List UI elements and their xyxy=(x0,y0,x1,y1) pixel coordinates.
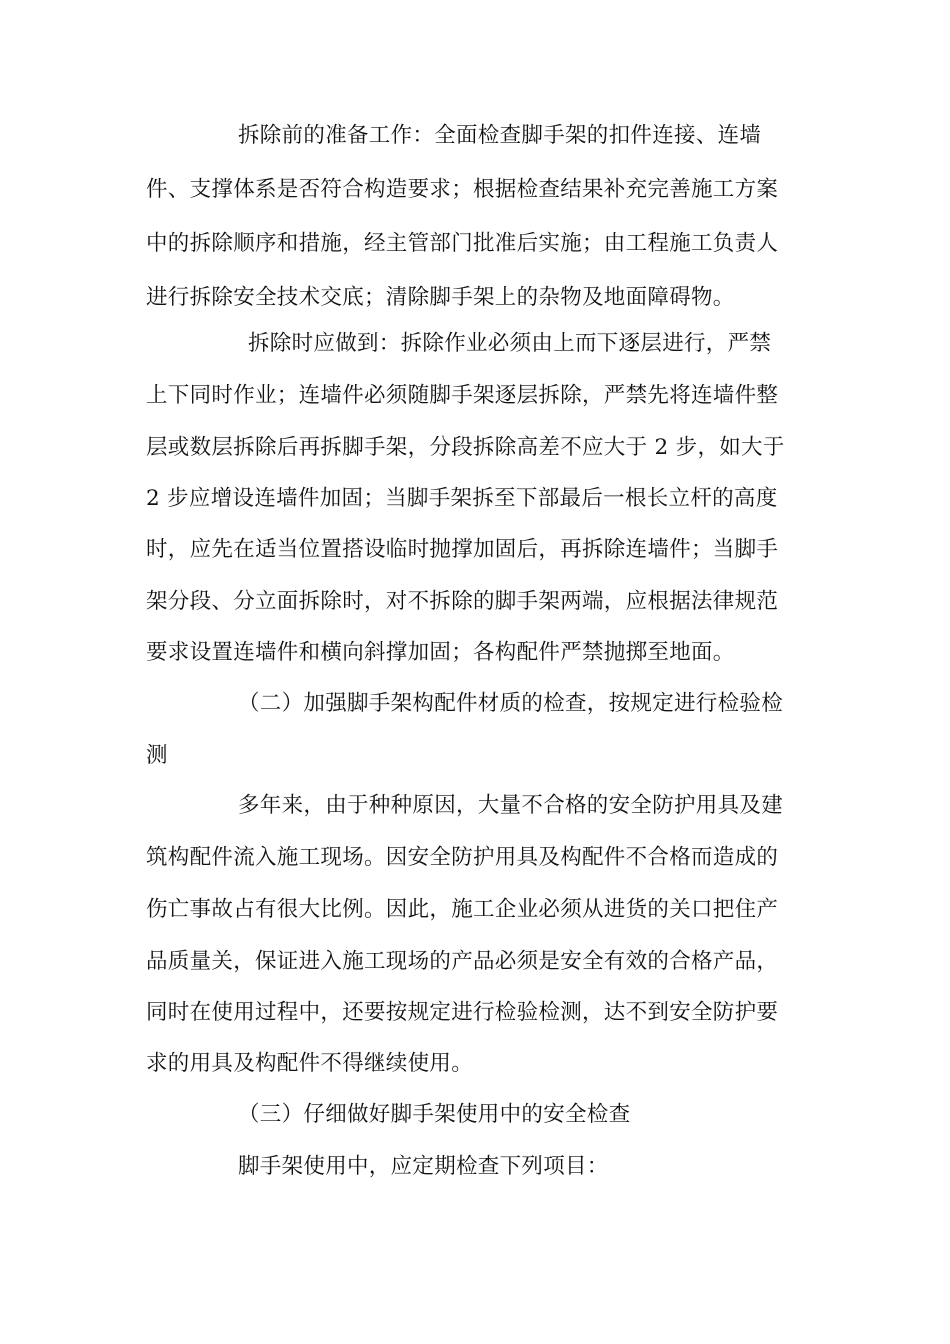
text-line: 同时在使用过程中，还要按规定进行检验检测，达不到安全防护要 xyxy=(146,1000,779,1025)
text-line: （三）仔细做好脚手架使用中的安全检查 xyxy=(238,1102,631,1127)
text-line: 伤亡事故占有很大比例。因此，施工企业必须从进货的关口把住产 xyxy=(146,897,779,922)
text-line: 时，应先在适当位置搭设临时抛撑加固后，再拆除连墙件；当脚手 xyxy=(146,537,779,562)
text-line: 层或数层拆除后再拆脚手架，分段拆除高差不应大于 2 步，如大于 xyxy=(146,435,785,460)
text-line: （二）加强脚手架构配件材质的检查，按规定进行检验检 xyxy=(238,691,784,716)
text-line: 要求设置连墙件和横向斜撑加固；各构配件严禁抛掷至地面。 xyxy=(146,640,735,665)
text-line: 2 步应增设连墙件加固；当脚手架拆至下部最后一根长立杆的高度 xyxy=(146,486,778,511)
text-line: 多年来，由于种种原因，大量不合格的安全防护用具及建 xyxy=(238,793,784,818)
text-line: 求的用具及构配件不得继续使用。 xyxy=(146,1051,474,1076)
text-line: 测 xyxy=(146,743,168,768)
text-line: 中的拆除顺序和措施，经主管部门批准后实施；由工程施工负责人 xyxy=(146,231,779,256)
text-line: 品质量关，保证进入施工现场的产品必须是安全有效的合格产品， xyxy=(146,949,779,974)
text-line: 件、支撑体系是否符合构造要求；根据检查结果补充完善施工方案 xyxy=(146,177,779,202)
text-line: 脚手架使用中，应定期检查下列项目： xyxy=(238,1154,609,1179)
text-line: 进行拆除安全技术交底；清除脚手架上的杂物及地面障碍物。 xyxy=(146,285,735,310)
text-line: 拆除前的准备工作：全面检查脚手架的扣件连接、连墙 xyxy=(238,123,762,148)
text-line: 架分段、分立面拆除时，对不拆除的脚手架两端，应根据法律规范 xyxy=(146,589,779,614)
text-line: 上下同时作业；连墙件必须随脚手架逐层拆除，严禁先将连墙件整 xyxy=(146,383,779,408)
text-line: 拆除时应做到：拆除作业必须由上而下逐层进行，严禁 xyxy=(248,331,772,356)
text-line: 筑构配件流入施工现场。因安全防护用具及构配件不合格而造成的 xyxy=(146,845,779,870)
